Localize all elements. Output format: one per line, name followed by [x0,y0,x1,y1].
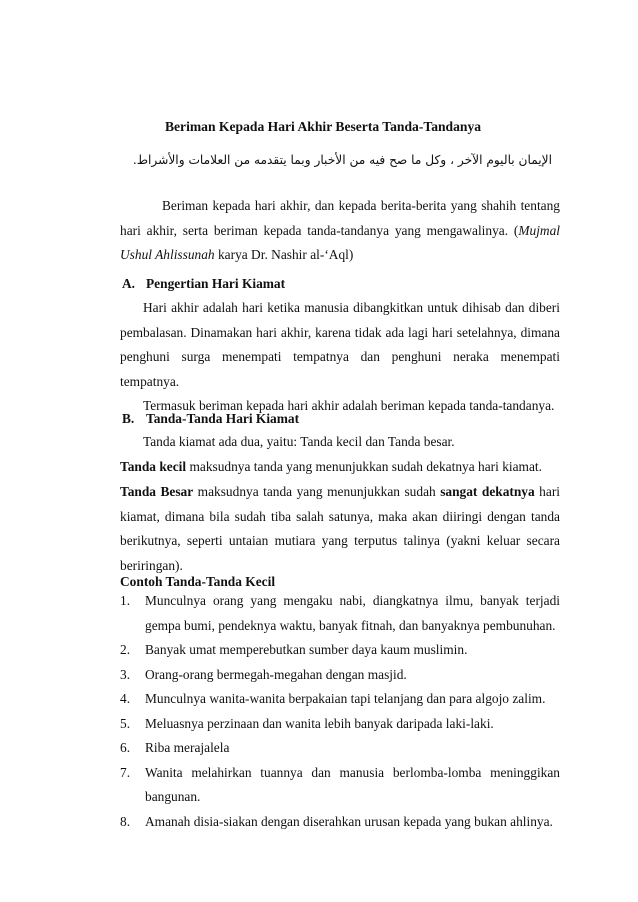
list-item [120,589,560,638]
tanda-besar-paragraph [120,480,560,578]
list-item-text: Amanah disia-siakan dengan diserahkan urusan kepada yang bukan ahlinya. [145,813,553,829]
intro-source-title: Mujmal Ushul Ahlissunah [120,222,560,262]
examples-list [120,589,560,834]
document-title: Beriman Kepada Hari Akhir Beserta Tanda-Tandanya [164,119,482,134]
list-item [120,687,560,712]
tanda-besar-emphasis: sangat dekatnya [440,484,535,499]
list-item [120,761,560,810]
section-a-heading [122,276,285,292]
list-item-number: 8. [120,813,131,829]
list-item-text: Orang-orang bermegah-megahan dengan masjid. [145,666,407,682]
tanda-besar-term: Tanda Besar [120,484,194,499]
section-b-title: Tanda-Tanda Hari Kiamat [146,411,300,426]
tanda-kecil-term: Tanda kecil [120,459,187,474]
list-item-number: 4. [120,691,131,706]
section-b-marker: B. [122,411,135,426]
arabic-text: الإيمان باليوم الآخر ، وكل ما صح فيه من الأخبار وبما يتقدمه من العلامات والأشراط. [132,153,552,167]
list-item-number: 2. [120,642,131,657]
tanda-kecil-paragraph [120,455,560,480]
tanda-kecil-text: maksudnya tanda yang menunjukkan sudah dekatnya hari kiamat. [186,459,542,474]
list-item-number: 1. [120,593,131,608]
list-item-text: Riba merajalela [145,740,230,755]
list-item-number: 6. [120,740,131,755]
list-item [120,638,560,663]
list-item [120,712,560,737]
section-a-marker: A. [122,276,136,291]
list-item-text: Munculnya wanita-wanita berpakaian tapi telanjang dan para algojo zalim. [145,691,546,706]
list-item-number: 3. [120,666,131,682]
tanda-besar-text-1: maksudnya tanda yang menunjukkan sudah [193,484,441,499]
intro-source-author: karya Dr. Nashir al-‘Aql) [214,247,354,262]
tanda-besar-text-2: hari kiamat, dimana bila sudah tiba salah satunya, maka akan diiringi dengan tanda berikutnya, seperti untaian mutiara yang terputus talinya (yakni keluar secara beriringan). [120,484,560,573]
intro-text: Beriman kepada hari akhir, dan kepada berita-berita yang shahih tentang hari akhir, serta beriman kepada tanda-tandanya yang mengawalinya. ( [120,198,560,238]
section-a-title: Pengertian Hari Kiamat [146,276,286,291]
list-item-text: Munculnya orang yang mengaku nabi, diangkatnya ilmu, banyak terjadi gempa bumi, pendeknya waktu, banyak fitnah, dan banyaknya pembunuhan. [145,593,560,633]
list-item [120,736,560,761]
list-item-text: Wanita melahirkan tuannya dan manusia berlomba-lomba meninggikan bangunan. [145,764,560,804]
section-a-paragraph-1: Hari akhir adalah hari ketika manusia dibangkitkan untuk dihisab dan diberi pembalasan. Dinamakan hari akhir, karena tidak ada lagi hari setelahnya, dimana penghuni surga menempati tempatnya dan penghuni neraka menempati tempatnya. [120,300,560,389]
section-a-paragraph-2: Termasuk beriman kepada hari akhir adalah beriman kepada tanda-tandanya. [143,398,555,413]
section-b-paragraph-1: Tanda kiamat ada dua, yaitu: Tanda kecil dan Tanda besar. [143,434,455,449]
section-b-heading [122,411,299,427]
list-item-number: 5. [120,715,131,731]
intro-paragraph [120,194,560,268]
list-item-number: 7. [120,764,131,780]
list-item-text: Meluasnya perzinaan dan wanita lebih banyak daripada laki-laki. [145,715,494,731]
list-item [120,663,560,688]
list-item [120,810,560,835]
list-item-text: Banyak umat memperebutkan sumber daya kaum muslimin. [145,642,468,657]
examples-heading: Contoh Tanda-Tanda Kecil [120,574,276,589]
